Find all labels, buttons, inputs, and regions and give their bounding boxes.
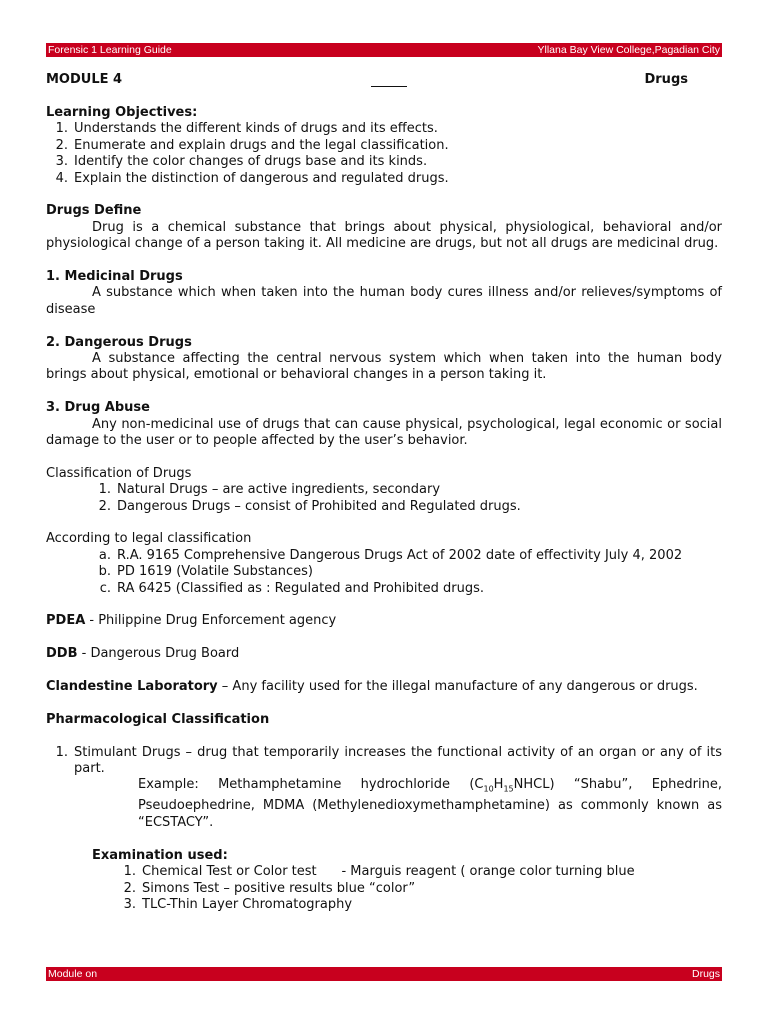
footer-right: Drugs [691, 968, 720, 980]
clandestine-text: – Any facility used for the illegal manufacture of any dangerous or drugs. [217, 679, 698, 695]
dangerous-heading: 2. Dangerous Drugs [46, 334, 192, 350]
module-title: Drugs [644, 72, 688, 87]
ddb-term: DDB [46, 646, 78, 662]
ddb-text: - Dangerous Drug Board [77, 646, 240, 662]
module-label: MODULE 4 [46, 72, 123, 87]
list-item: c. RA 6425 (Classified as : Regulated and Prohibited drugs. [99, 580, 484, 596]
dangerous-text: A substance affecting the central nervous system which when taken into the human body brings about physical, emotional or behavioral changes in a person taking it. [46, 351, 722, 383]
module-title-line [46, 72, 722, 88]
medicinal-heading: 1. Medicinal Drugs [46, 269, 183, 285]
document-body [46, 72, 722, 913]
list-item: b. PD 1619 (Volatile Substances) [98, 564, 313, 580]
list-item: 1. Chemical Test or Color test - Marguis reagent ( orange color turning blue [123, 864, 635, 880]
list-item: 1. Natural Drugs – are active ingredients, secondary [98, 482, 441, 498]
abuse-heading: 3. Drug Abuse [46, 400, 150, 416]
footer-left: Module on [48, 968, 98, 980]
example-text: Example: Methamphetamine hydrochloride $(C_{10}H_{15}NHCL)$ “Shabu”, Ephedrine, Pseudoephedrine, MDMA (Methylenedioxymethamphetamine) as commonly known as “ECSTACY”. [138, 777, 722, 830]
list-item: 2. Dangerous Drugs – consist of Prohibited and Regulated drugs. [98, 498, 521, 514]
medicinal-text: A substance which when taken into the human body cures illness and/or relieves/symptoms of disease [46, 285, 722, 317]
header-right: Yllana Bay View College,Pagadian City [537, 44, 720, 56]
define-text: Drug is a chemical substance that brings about physical, physiological, behavioral and/or physiological change of a person taking it. All medicine are drugs, but not all drugs are medicinal drug. [46, 219, 722, 252]
list-item: 1. Stimulant Drugs – drug that temporarily increases the functional activity of an organ or any of its part. [55, 744, 722, 777]
objectives-heading: Learning Objectives: [46, 105, 198, 120]
clandestine-term: Clandestine Laboratory [46, 679, 218, 695]
list-item: 3. Identify the color changes of drugs base and its kinds. [55, 154, 428, 170]
exam-heading: Examination used: [92, 847, 228, 863]
list-item: 4. Explain the distinction of dangerous and regulated drugs. [55, 170, 449, 186]
page-footer-bar [46, 967, 722, 981]
list-item: 2. Enumerate and explain drugs and the legal classification. [55, 137, 449, 153]
pharma-list [46, 745, 722, 778]
list-item: a. R.A. 9165 Comprehensive Dangerous Drugs Act of 2002 date of effectivity July 4, 2002 [98, 547, 683, 563]
define-heading: Drugs Define [46, 203, 142, 219]
abuse-text: Any non-medicinal use of drugs that can cause physical, psychological, legal economic or social damage to the user or to people affected by the user’s behavior. [46, 416, 722, 449]
objectives-list [46, 121, 722, 187]
pdea-text: - Philippine Drug Enforcement agency [85, 613, 337, 629]
list-item: 1. Understands the different kinds of drugs and its effects. [55, 121, 438, 137]
ddb-line [46, 646, 722, 662]
pdea-term: PDEA [46, 613, 86, 629]
module-blank [371, 72, 407, 87]
list-item: 2. Simons Test – positive results blue “color” [123, 880, 416, 896]
list-item: 3. TLC-Thin Layer Chromatography [123, 896, 353, 912]
page-header-bar [46, 43, 722, 57]
legal-heading: According to legal classification [46, 531, 252, 547]
pharma-heading: Pharmacological Classification [46, 711, 270, 727]
clandestine-line [46, 679, 722, 695]
classification-list [46, 482, 722, 515]
classification-heading: Classification of Drugs [46, 465, 192, 481]
pdea-line [46, 613, 722, 629]
exam-list [46, 864, 722, 913]
header-left: Forensic 1 Learning Guide [48, 44, 172, 56]
legal-list [46, 548, 722, 597]
